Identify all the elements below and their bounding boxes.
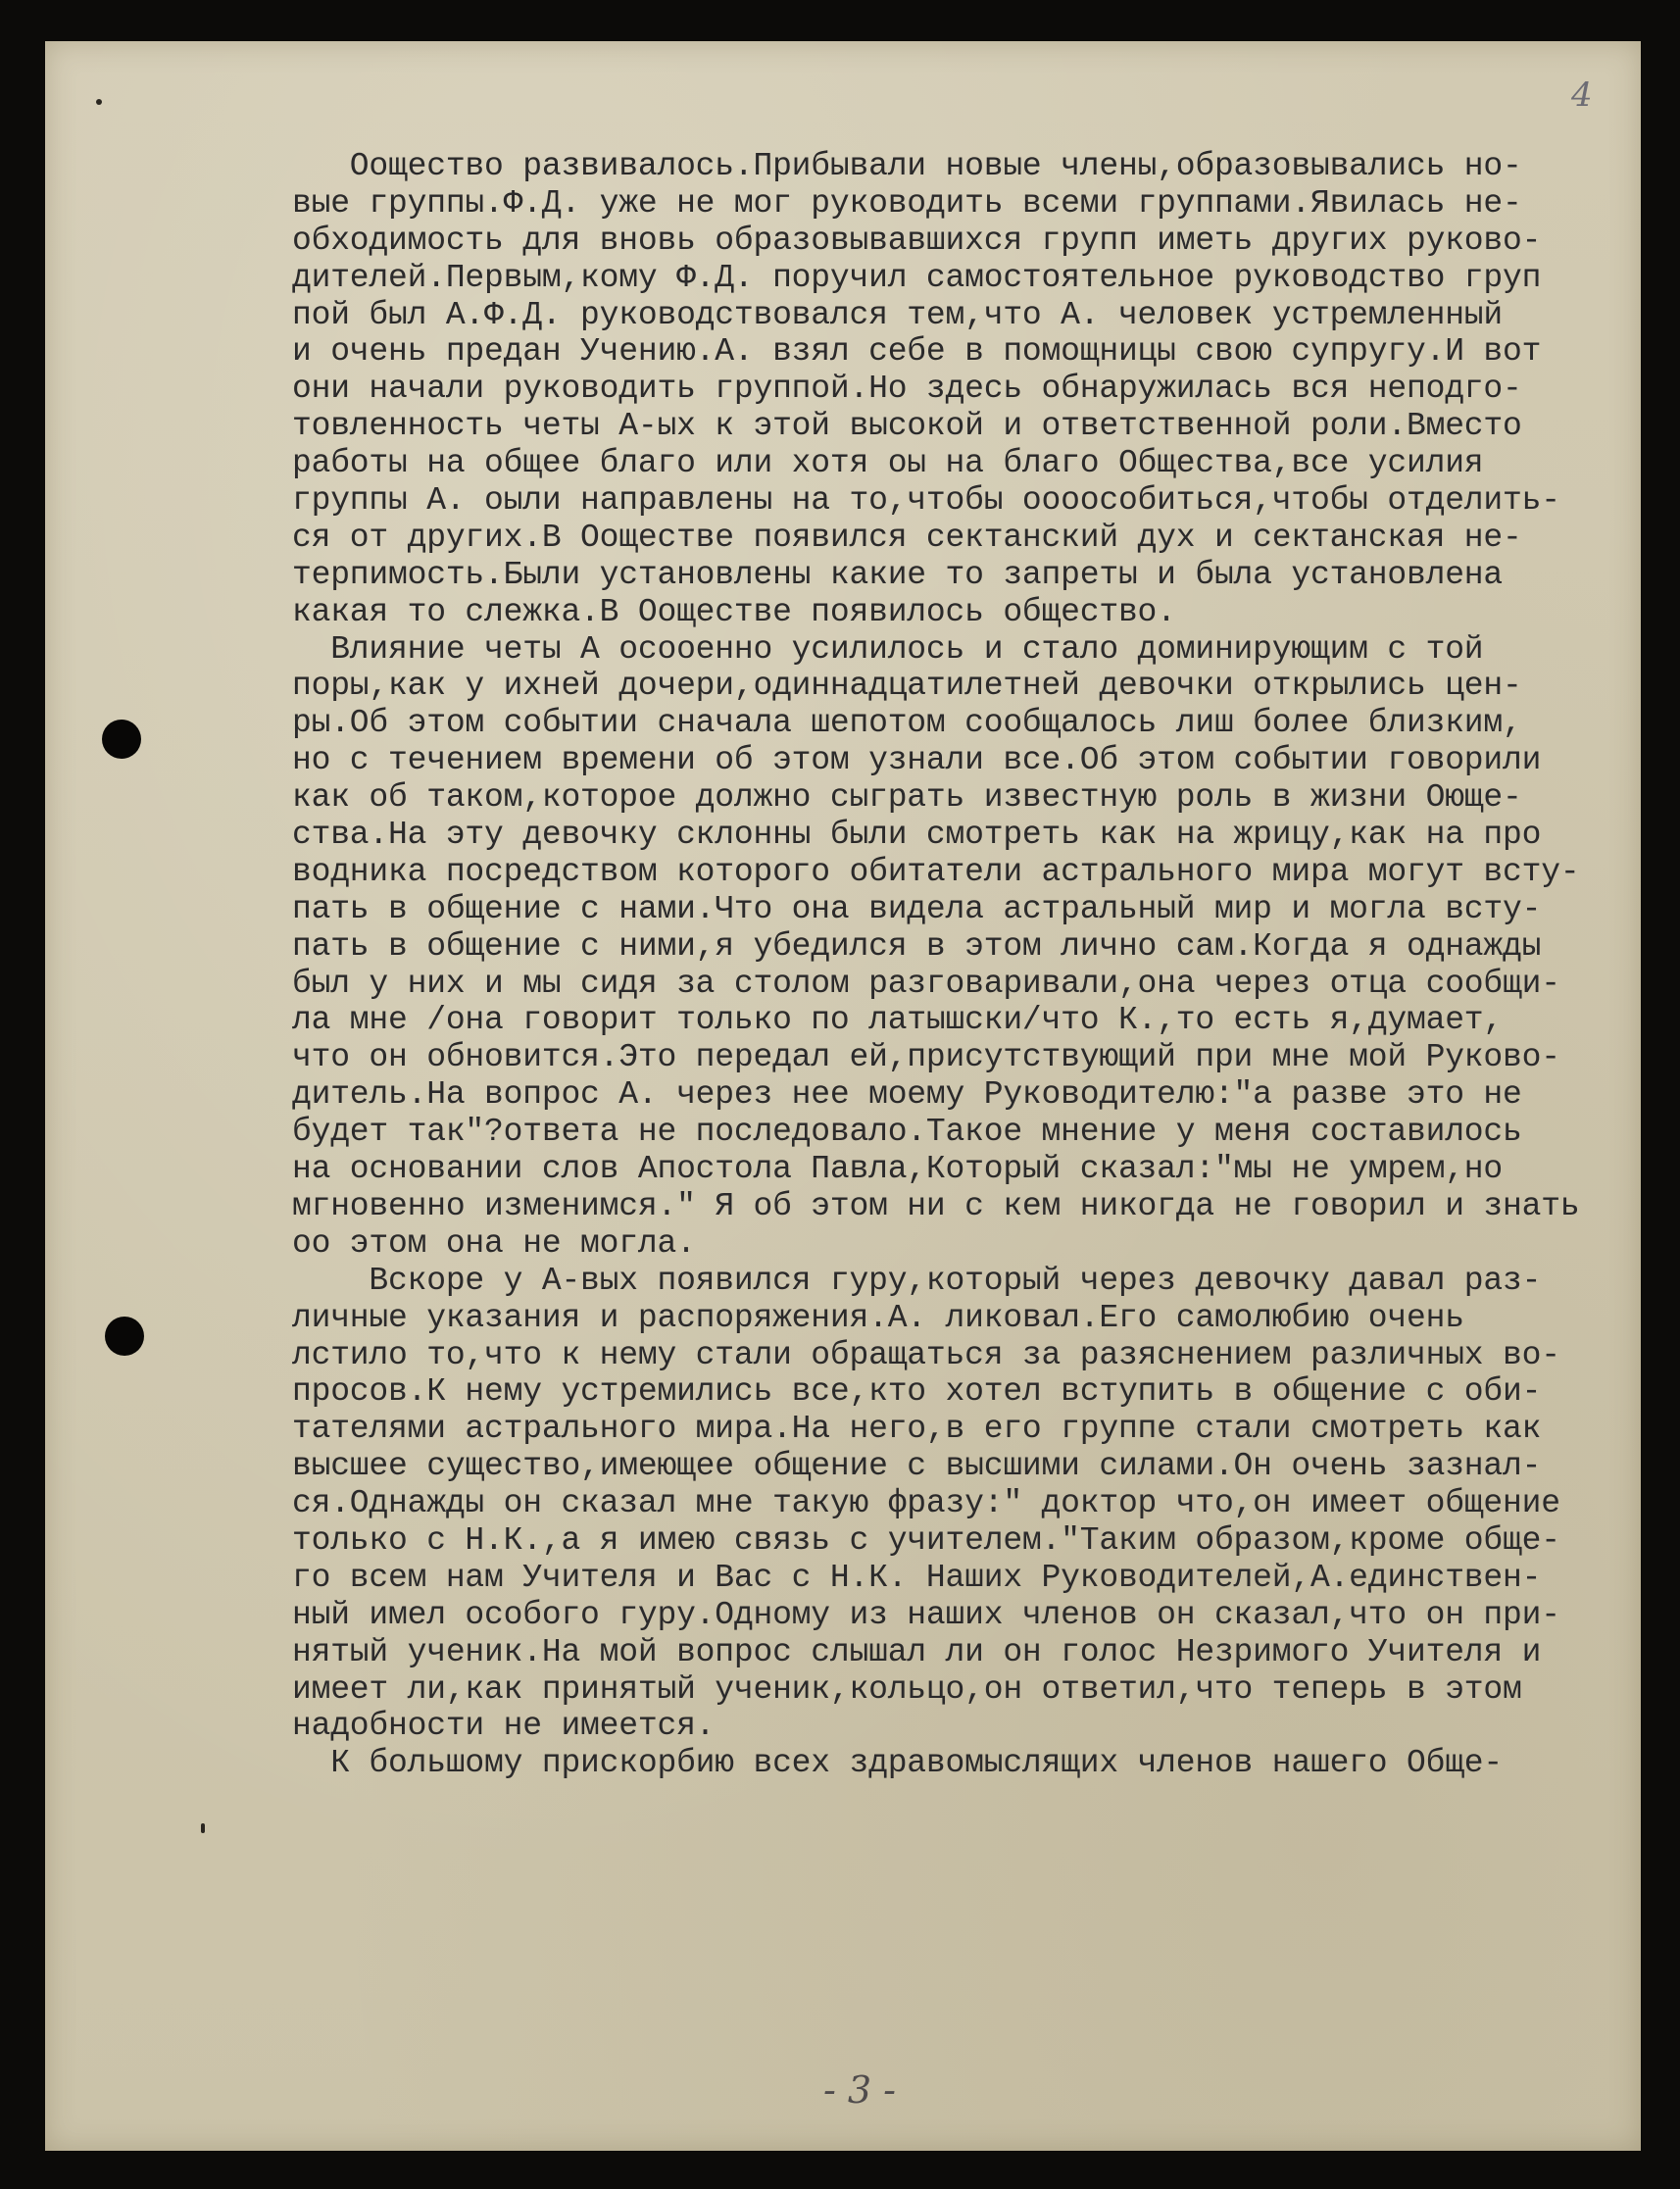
- text-line: группы А. оыли направлены на то,чтобы оооособиться,чтобы отделить-: [292, 482, 1560, 520]
- text-line: что он обновится.Это передал ей,присутствующий при мне мой Руково-: [292, 1039, 1560, 1076]
- typewritten-text: [292, 148, 1645, 1782]
- text-line: вые группы.Ф.Д. уже не мог руководить всеми группами.Явилась не-: [292, 184, 1522, 222]
- text-line: ся от других.В Ооществе появился сектанский дух и сектанская не-: [292, 519, 1522, 556]
- text-line: они начали руководить группой.Но здесь обнаружилась вся неподго-: [292, 371, 1522, 408]
- text-line: высшее существо,имеющее общение с высшими силами.Он очень зазнал-: [292, 1448, 1542, 1485]
- text-line: тателями астрального мира.На него,в его группе стали смотреть как: [292, 1411, 1542, 1448]
- text-line: был у них и мы сидя за столом разговаривали,она через отца сообщи-: [292, 965, 1560, 1002]
- text-line: Влияние четы А осооенно усилилось и стало доминирующим с той: [292, 630, 1484, 668]
- text-line: мгновенно изменимся." Я об этом ни с кем никогда не говорил и знать: [292, 1187, 1580, 1224]
- text-line: обходимость для вновь образовывавшихся групп иметь других руково-: [292, 222, 1542, 259]
- text-line: товленность четы А-ых к этой высокой и ответственной роли.Вместо: [292, 408, 1522, 445]
- paper-speck: [96, 99, 102, 105]
- text-line: поры,как у ихней дочери,одиннадцатилетней девочки открылись цен-: [292, 668, 1522, 705]
- text-line: нятый ученик.На мой вопрос слышал ли он голос Незримого Учителя и: [292, 1633, 1542, 1670]
- text-line: дитель.На вопрос А. через нее моему Руководителю:"а разве это не: [292, 1076, 1522, 1114]
- text-line: го всем нам Учителя и Вас с Н.К. Наших Руководителей,А.единствен-: [292, 1559, 1542, 1596]
- text-line: ный имел особого гуру.Одному из наших членов он сказал,что он при-: [292, 1596, 1560, 1633]
- text-line: работы на общее благо или хотя оы на благо Общества,все усилия: [292, 445, 1484, 482]
- text-line: пать в общение с нами.Что она видела астральный мир и могла всту-: [292, 890, 1542, 927]
- text-line: ся.Однажды он сказал мне такую фразу:" доктор что,он имеет общение: [292, 1485, 1560, 1522]
- punch-hole-upper: [102, 720, 141, 759]
- text-line: надобности не имеется.: [292, 1708, 716, 1745]
- text-line: лстило то,что к нему стали обращаться за разяснением различных во-: [292, 1336, 1560, 1373]
- text-line: пать в общение с ними,я убедился в этом лично сам.Когда я однажды: [292, 927, 1542, 965]
- text-line: как об таком,которое должно сыграть известную роль в жизни Оюще-: [292, 779, 1522, 817]
- text-line: и очень предан Учению.А. взял себе в помощницы свою супругу.И вот: [292, 333, 1542, 371]
- text-line: просов.К нему устремились все,кто хотел вступить в общение с оби-: [292, 1373, 1542, 1411]
- text-line: Вскоре у А-вых появился гуру,который через девочку давал раз-: [292, 1262, 1542, 1299]
- text-line: какая то слежка.В Ооществе появилось общество.: [292, 593, 1176, 630]
- text-line: только с Н.К.,а я имею связь с учителем."Таким образом,кроме обще-: [292, 1521, 1560, 1559]
- text-line: Оощество развивалось.Прибывали новые члены,образовывались но-: [292, 148, 1522, 184]
- text-line: дителей.Первым,кому Ф.Д. поручил самостоятельное руководство груп: [292, 259, 1542, 296]
- text-line: будет так"?ответа не последовало.Такое мнение у меня составилось: [292, 1114, 1522, 1151]
- text-line: ла мне /она говорит только по латышски/что К.,то есть я,думает,: [292, 1002, 1504, 1039]
- text-line: но с течением времени об этом узнали все.Об этом событии говорили: [292, 742, 1542, 779]
- text-line: на основании слов Апостола Павла,Который сказал:"мы не умрем,но: [292, 1151, 1504, 1188]
- page-number: - 3 -: [823, 2068, 897, 2112]
- paper-speck: [201, 1823, 205, 1833]
- text-line: пой был А.Ф.Д. руководствовался тем,что А. человек устремленный: [292, 296, 1504, 333]
- text-line: оо этом она не могла.: [292, 1224, 696, 1262]
- text-line: К большому прискорбию всех здравомыслящих членов нашего Обще-: [292, 1745, 1504, 1782]
- text-line: имеет ли,как принятый ученик,кольцо,он ответил,что теперь в этом: [292, 1670, 1522, 1708]
- folio-number: 4: [1571, 75, 1593, 115]
- text-line: ства.На эту девочку склонны были смотреть как на жрицу,как на про: [292, 817, 1542, 854]
- text-line: водника посредством которого обитатели астрального мира могут всту-: [292, 853, 1580, 890]
- text-line: личные указания и распоряжения.А. ликовал.Его самолюбию очень: [292, 1299, 1464, 1336]
- text-line: ры.Об этом событии сначала шепотом сообщалось лиш более близким,: [292, 705, 1522, 742]
- punch-hole-lower: [105, 1317, 144, 1356]
- text-line: терпимость.Были установлены какие то запреты и была установлена: [292, 556, 1504, 593]
